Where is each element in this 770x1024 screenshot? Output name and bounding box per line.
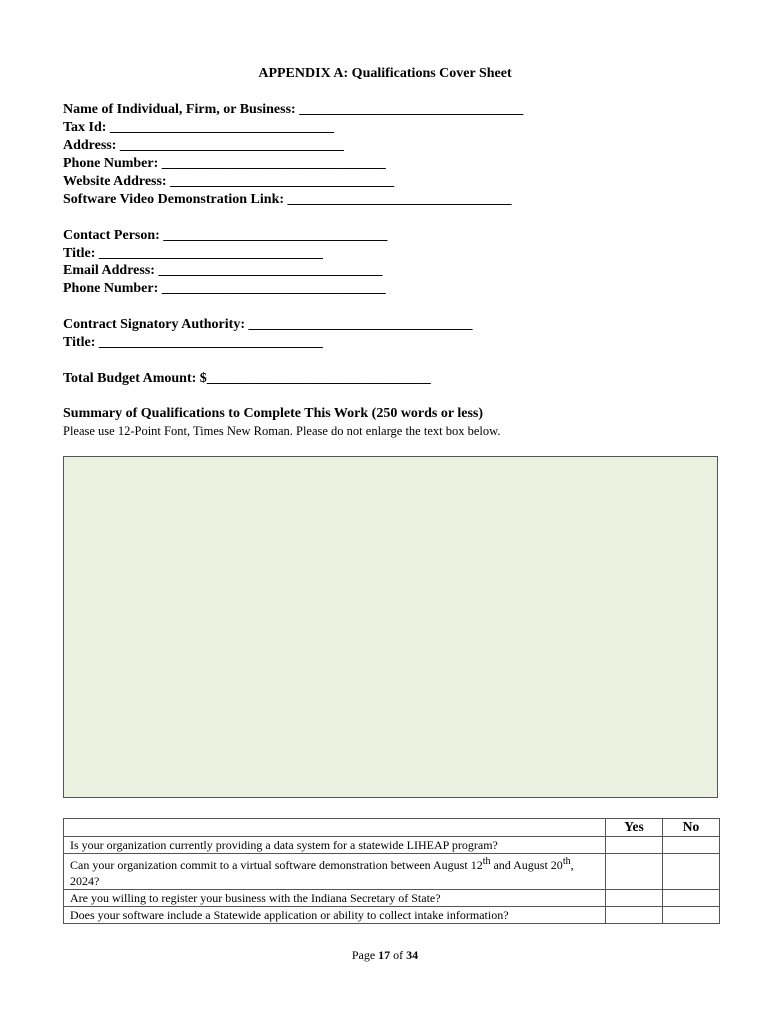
email-label: Email Address: [63, 263, 155, 278]
question-text: Can your organization commit to a virtual software demonstration between August 12 [70, 858, 483, 872]
contact-phone-label: Phone Number: [63, 281, 159, 296]
budget-field [63, 370, 431, 388]
question-cell [64, 854, 606, 890]
business-name-label: Name of Individual, Firm, or Business: [63, 102, 296, 117]
table-row [64, 890, 720, 907]
questions-table [63, 818, 720, 924]
summary-heading: Summary of Qualifications to Complete This Work (250 words or less) [63, 406, 484, 421]
video-link-field [63, 191, 512, 209]
no-cell[interactable] [663, 907, 720, 924]
contact-phone-field [63, 280, 386, 298]
question-text: and August 20 [490, 858, 563, 872]
table-row [64, 854, 720, 890]
footer-page-total: 34 [406, 948, 419, 962]
contact-person-label: Contact Person: [63, 228, 160, 243]
signatory-title-label: Title: [63, 335, 96, 350]
phone-number-field [63, 155, 386, 173]
address-label: Address: [63, 138, 117, 153]
question-cell: Does your software include a Statewide application or ability to collect intake information? [64, 907, 606, 924]
page-footer [0, 948, 770, 963]
ordinal-suffix: th [482, 856, 491, 867]
question-cell: Is your organization currently providing a data system for a statewide LIHEAP program? [64, 837, 606, 854]
website-field [63, 173, 394, 191]
website-label: Website Address: [63, 174, 167, 189]
phone-number-line[interactable]: ________________________________ [161, 156, 386, 171]
address-line[interactable]: ________________________________ [119, 138, 344, 153]
yes-cell[interactable] [606, 907, 663, 924]
budget-line[interactable]: ________________________________ [206, 371, 431, 386]
email-line[interactable]: ________________________________ [158, 263, 383, 278]
contact-title-label: Title: [63, 246, 96, 261]
email-field [63, 262, 382, 280]
address-field [63, 137, 344, 155]
tax-id-field [63, 119, 334, 137]
table-row [64, 907, 720, 924]
signatory-line[interactable]: ________________________________ [248, 317, 473, 332]
table-row [64, 837, 720, 854]
yes-cell[interactable] [606, 890, 663, 907]
signatory-title-field [63, 334, 323, 352]
no-header: No [663, 819, 720, 837]
business-name-line[interactable]: ________________________________ [299, 102, 524, 117]
summary-note: Please use 12-Point Font, Times New Roman. Please do not enlarge the text box below. [63, 424, 501, 438]
tax-id-line[interactable]: ________________________________ [109, 120, 334, 135]
signatory-field [63, 316, 473, 334]
signatory-title-line[interactable]: ________________________________ [98, 335, 323, 350]
question-cell: Are you willing to register your business with the Indiana Secretary of State? [64, 890, 606, 907]
website-line[interactable]: ________________________________ [170, 174, 395, 189]
ordinal-suffix: th [562, 856, 571, 867]
phone-number-label: Phone Number: [63, 156, 159, 171]
no-cell[interactable] [663, 890, 720, 907]
contact-person-field [63, 227, 387, 245]
footer-of: of [390, 948, 407, 962]
table-header-row [64, 819, 720, 837]
page-title: APPENDIX A: Qualifications Cover Sheet [258, 66, 512, 81]
tax-id-label: Tax Id: [63, 120, 107, 135]
video-link-line[interactable]: ________________________________ [287, 192, 512, 207]
footer-page-prefix: Page [351, 948, 379, 962]
question-text: , 2024? [70, 858, 574, 888]
summary-text-box[interactable] [63, 456, 718, 798]
yes-cell[interactable] [606, 837, 663, 854]
contact-phone-line[interactable]: ________________________________ [161, 281, 386, 296]
video-link-label: Software Video Demonstration Link: [63, 192, 285, 207]
contact-title-field [63, 245, 323, 263]
signatory-label: Contract Signatory Authority: [63, 317, 245, 332]
contact-title-line[interactable]: ________________________________ [98, 246, 323, 261]
budget-label: Total Budget Amount: $ [63, 371, 207, 386]
footer-page-number: 17 [378, 948, 391, 962]
yes-cell[interactable] [606, 854, 663, 890]
no-cell[interactable] [663, 837, 720, 854]
question-header-cell [64, 819, 606, 837]
business-name-field [63, 101, 523, 119]
no-cell[interactable] [663, 854, 720, 890]
yes-header: Yes [606, 819, 663, 837]
contact-person-line[interactable]: ________________________________ [163, 228, 388, 243]
